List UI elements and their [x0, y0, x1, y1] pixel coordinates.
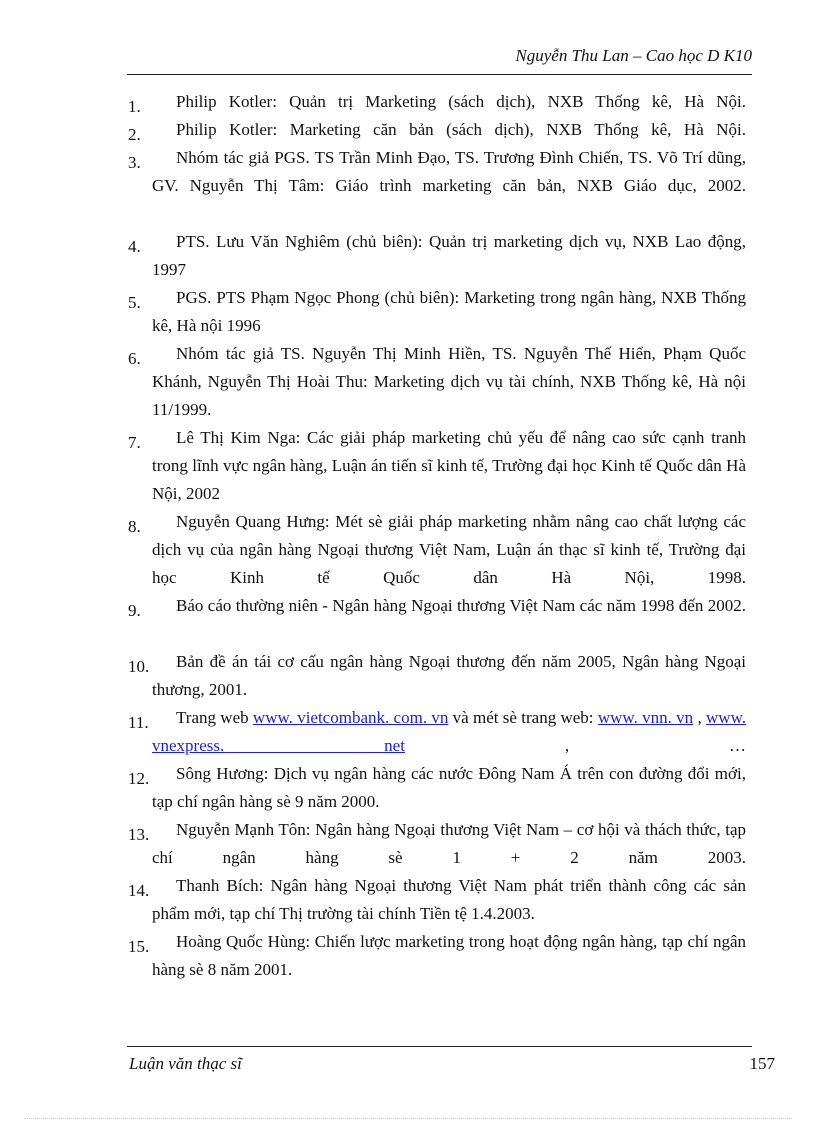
reference-item	[128, 340, 746, 424]
reference-text-post: , …	[404, 736, 746, 755]
reference-text: PGS. PTS Phạm Ngọc Phong (chủ biên): Marketing trong ngân hàng, NXB Thống kê, Hà nội 1996	[152, 288, 746, 335]
reference-text: Nguyễn Quang Hưng: Mét sè giải pháp marketing nhằm nâng cao chất lượng các dịch vụ của ngân hàng Ngoại thương Việt Nam, Luận án thạc sĩ kinh tế, Trường đại học Kinh tế Quốc dân Hà Nội, 1998.	[152, 512, 746, 587]
reference-text: Sông Hương: Dịch vụ ngân hàng các nước Đông Nam Á trên con đường đổi mới, tạp chí ngân hàng sè 9 năm 2000.	[152, 764, 746, 811]
reference-number: 7.	[128, 433, 141, 452]
reference-number: 9.	[128, 601, 141, 620]
reference-number: 10.	[128, 657, 150, 676]
reference-number: 4.	[128, 237, 141, 256]
reference-text: Nhóm tác giả TS. Nguyễn Thị Minh Hiền, TS. Nguyễn Thế Hiển, Phạm Quốc Khánh, Nguyễn Thị Hoài Thu: Marketing dịch vụ tài chính, NXB Thống kê, Hà nội 11/1999.	[152, 344, 746, 419]
reference-text: Nhóm tác giả PGS. TS Trần Minh Đạo, TS. Trương Đình Chiến, TS. Võ Trí dũng, GV. Nguyễn Thị Tâm: Giáo trình marketing căn bản, NXB Giáo dục, 2002.	[152, 148, 746, 195]
reference-text: Lê Thị Kim Nga: Các giải pháp marketing chủ yếu để nâng cao sức cạnh tranh trong lĩnh vực ngân hàng, Luận án tiến sĩ kinh tế, Trường đại học Kinh tế Quốc dân Hà Nội, 2002	[152, 428, 746, 503]
reference-item	[128, 116, 746, 144]
footer-title: Luận văn thạc sĩ	[129, 1054, 242, 1073]
reference-item	[128, 88, 746, 116]
reference-text-pre: Trang web	[176, 708, 253, 727]
running-header: Nguyễn Thu Lan – Cao học D K10	[515, 46, 752, 65]
reference-text: Philip Kotler: Quản trị Marketing (sách dịch), NXB Thống kê, Hà Nội.	[176, 92, 746, 111]
reference-number: 15.	[128, 937, 150, 956]
footer-divider	[127, 1046, 752, 1047]
reference-item	[128, 228, 746, 284]
reference-number: 1.	[128, 97, 141, 116]
reference-number: 2.	[128, 125, 141, 144]
reference-item	[128, 872, 746, 928]
reference-number: 8.	[128, 517, 141, 536]
page-number: 157	[749, 1054, 775, 1073]
reference-number: 5.	[128, 293, 141, 312]
reference-number: 11.	[128, 713, 149, 732]
reference-item	[128, 508, 746, 592]
reference-item	[128, 284, 746, 340]
reference-text: Hoàng Quốc Hùng: Chiến lược marketing trong hoạt động ngân hàng, tạp chí ngân hàng sè 8 năm 2001.	[152, 932, 746, 979]
reference-text: Báo cáo thường niên - Ngân hàng Ngoại thương Việt Nam các năm 1998 đến 2002.	[176, 596, 746, 615]
reference-number: 14.	[128, 881, 150, 900]
reference-text-sep: ,	[693, 708, 707, 727]
vietcombank-link[interactable]: www. vietcombank. com. vn	[252, 708, 449, 727]
reference-number: 12.	[128, 769, 150, 788]
reference-item	[128, 424, 746, 508]
reference-text	[152, 704, 746, 760]
vnexpress-link[interactable]: www. vnexpress. net	[152, 708, 746, 755]
reference-number: 3.	[128, 153, 141, 172]
reference-number: 13.	[128, 825, 150, 844]
reference-item	[128, 760, 746, 816]
reference-item	[128, 704, 746, 760]
header-divider	[127, 74, 752, 75]
reference-item	[128, 592, 746, 620]
reference-item	[128, 144, 746, 200]
reference-text: Philip Kotler: Marketing căn bản (sách dịch), NXB Thống kê, Hà Nội.	[176, 120, 746, 139]
page-edge-divider	[24, 1118, 792, 1119]
reference-text: Thanh Bích: Ngân hàng Ngoại thương Việt Nam phát triển thành công các sản phẩm mới, tạp chí Thị trường tài chính Tiền tệ 1.4.2003.	[152, 876, 746, 923]
reference-text-mid: và mét sè trang web:	[448, 708, 598, 727]
reference-number: 6.	[128, 349, 141, 368]
reference-item	[128, 648, 746, 704]
reference-item	[128, 928, 746, 984]
reference-item	[128, 816, 746, 872]
vnn-link[interactable]: www. vnn. vn	[597, 708, 694, 727]
reference-text: PTS. Lưu Văn Nghiêm (chủ biên): Quản trị marketing dịch vụ, NXB Lao động, 1997	[152, 232, 746, 279]
reference-text: Nguyễn Mạnh Tôn: Ngân hàng Ngoại thương Việt Nam – cơ hội và thách thức, tạp chí ngân hàng sè 1 + 2 năm 2003.	[152, 820, 746, 867]
reference-text: Bản đề án tái cơ cấu ngân hàng Ngoại thương đến năm 2005, Ngân hàng Ngoại thương, 2001.	[152, 652, 746, 699]
